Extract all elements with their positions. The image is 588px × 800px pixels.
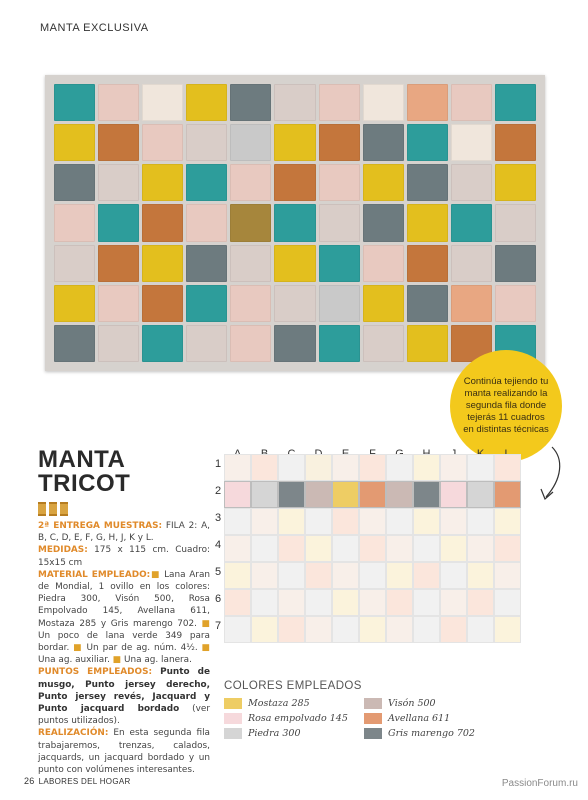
blanket-photo [45,75,545,371]
spool-icon [38,502,46,516]
watermark: PassionForum.ru [501,778,578,789]
blanket-square [363,245,404,282]
chart-cell [386,535,413,562]
puntos-label: PUNTOS EMPLEADOS: [38,667,153,678]
legend-item [364,728,504,739]
blanket-square [142,84,183,121]
legend-item [224,728,364,739]
row-header: 7 [214,620,222,632]
chart-cell [467,562,494,589]
chart-cell [386,562,413,589]
chart-cell [305,481,332,508]
chart-cell [467,508,494,535]
chart-cell [251,589,278,616]
spool-icon [49,502,57,516]
chart-cell [440,589,467,616]
blanket-square [274,325,315,362]
blanket-square [54,84,95,121]
legend-title: COLORES EMPLEADOS [224,680,362,692]
chart-cell [467,616,494,643]
blanket-square [186,285,227,322]
blanket-square [98,285,139,322]
chart-cell [413,454,440,481]
blanket-square [54,204,95,241]
chart-cell [413,535,440,562]
chart-cell [359,508,386,535]
chart-cell [386,508,413,535]
blanket-square [142,164,183,201]
chart-cell [494,562,521,589]
article-title: MANTA TRICOT [38,446,131,497]
legend-item [224,698,364,709]
color-swatch [224,698,242,709]
spool-icon [60,502,68,516]
blanket-square [319,245,360,282]
blanket-square [451,285,492,322]
chart-cell [413,562,440,589]
chart-cell [278,454,305,481]
chart-cell [305,562,332,589]
blanket-square [98,124,139,161]
chart-cell [359,616,386,643]
chart-cell [386,589,413,616]
blanket-square [186,84,227,121]
blanket-square [363,204,404,241]
chart-cell [440,454,467,481]
legend-label: Visón 500 [388,698,436,709]
chart-cell [224,454,251,481]
blanket-square [142,285,183,322]
chart-cell [305,616,332,643]
blanket-square [495,285,536,322]
blanket-square [495,204,536,241]
chart-cell [224,481,251,508]
chart-cell [305,454,332,481]
blanket-square [407,124,448,161]
blanket-square [274,285,315,322]
material-value-2: Un poco de lana verde 349 para bordar. [38,630,210,654]
chart-cell [224,589,251,616]
blanket-square [319,164,360,201]
color-legend [224,680,524,739]
chart-cell [332,562,359,589]
chart-cell [386,616,413,643]
chart-cell [332,589,359,616]
bullet-icon: ■ [201,618,210,629]
blanket-square [274,204,315,241]
legend-item [364,698,504,709]
chart-grid [224,494,528,710]
chart-cell [224,535,251,562]
blanket-square [274,84,315,121]
chart-cell [305,589,332,616]
blanket-square [451,204,492,241]
legend-label: Gris marengo 702 [388,728,475,739]
blanket-square [319,84,360,121]
chart-cell [440,508,467,535]
blanket-square [54,124,95,161]
row-header: 6 [214,593,222,605]
legend-label: Mostaza 285 [248,698,310,709]
material-value-4: Una ag. auxiliar. [38,655,113,666]
chart-cell [278,616,305,643]
material-value-3: Un par de ag. núm. 4½. [82,643,202,654]
blanket-square [54,325,95,362]
blanket-square [230,325,271,362]
blanket-square [274,164,315,201]
blanket-square [319,124,360,161]
blanket-square [142,204,183,241]
chart-cell [467,589,494,616]
legend-item [364,713,504,724]
blanket-square [98,245,139,282]
blanket-square [54,285,95,322]
legend-label: Rosa empolvado 145 [248,713,348,724]
chart-cell [359,454,386,481]
blanket-square [142,124,183,161]
medidas-label: MEDIDAS: [38,545,88,556]
blanket-square [230,124,271,161]
blanket-square [363,325,404,362]
chart-cell [359,562,386,589]
blanket-square [98,204,139,241]
page-number: 26 [24,776,35,786]
blanket-square [319,204,360,241]
callout-text: Continúa tejiendo tu manta realizando la segunda fila donde tejerás 11 cuadros en distintas técnicas [463,376,549,435]
chart-cell [413,508,440,535]
color-swatch [224,728,242,739]
blanket-square [186,124,227,161]
chart-cell [386,481,413,508]
chart-cell [440,535,467,562]
chart-cell [413,616,440,643]
blanket-square [451,124,492,161]
chart-cell [440,616,467,643]
blanket-square [230,84,271,121]
material-value-1: Lana Aran de Mondial, 1 ovillo en los colores: Piedra 300, Visón 500, Rosa Empolvado 145, Avellana 611, Mostaza 285 y Gris marengo 702. [38,569,211,629]
bullet-icon: ■ [112,655,122,666]
chart-cell [332,454,359,481]
chart-cell [494,454,521,481]
blanket-square [407,204,448,241]
blanket-square [186,245,227,282]
article-column [38,448,210,776]
chart-cell [332,535,359,562]
chart-cell [413,481,440,508]
realizacion-label: REALIZACIÓN: [38,728,109,739]
entrega-label: 2ª ENTREGA MUESTRAS: [38,521,163,531]
bullet-icon: ■ [201,643,210,654]
difficulty-spools [38,502,210,516]
blanket-square [230,164,271,201]
blanket-square [319,285,360,322]
blanket-square [363,285,404,322]
blanket-square [230,285,271,322]
blanket-square [230,245,271,282]
chart-cell [467,454,494,481]
chart-cell [332,616,359,643]
blanket-square [495,84,536,121]
magazine-name: LABORES DEL HOGAR [38,777,131,786]
row-header: 5 [214,566,222,578]
legend-label: Piedra 300 [248,728,301,739]
blanket-square [186,204,227,241]
color-swatch [364,698,382,709]
blanket-square [274,124,315,161]
chart-cell [467,481,494,508]
material-value-5: Una ag. lanera. [121,655,192,666]
color-swatch [364,713,382,724]
blanket-square [451,245,492,282]
blanket-grid [54,84,536,362]
chart-cell [278,481,305,508]
blanket-square [451,164,492,201]
legend-item [224,713,364,724]
blanket-square [186,325,227,362]
blanket-square [363,164,404,201]
row-header: 3 [214,512,222,524]
chart-cell [494,481,521,508]
chart-cell [332,481,359,508]
chart-cell [251,454,278,481]
page-footer [24,776,131,786]
row-header: 4 [214,539,222,551]
bullet-icon: ■ [73,643,83,654]
blanket-square [54,164,95,201]
color-swatch [224,713,242,724]
chart-cell [332,508,359,535]
blanket-square [495,164,536,201]
entrega-value: FILA 2: A, B, C, D, E, F, G, H, J, K y L. [38,521,210,544]
legend-grid [224,698,524,739]
chart-cell [494,616,521,643]
chart-cell [386,454,413,481]
chart-cell [359,589,386,616]
blanket-square [98,325,139,362]
chart-cell [359,535,386,562]
blanket-square [142,245,183,282]
legend-label: Avellana 611 [388,713,451,724]
chart-cell [251,535,278,562]
chart-cell [278,508,305,535]
puntos-value: Punto de musgo, Punto jersey derecho, Punto jersey revés, Jacquard y Punto jacquard bordado [38,667,210,715]
puntos-note: (ver puntos utilizados). [38,704,210,727]
blanket-square [407,245,448,282]
chart-cell [224,616,251,643]
blanket-square [98,84,139,121]
chart-cell [494,508,521,535]
chart-cell [440,562,467,589]
chart-cell [251,616,278,643]
chart-cell [467,535,494,562]
article-body [38,520,210,776]
row-header: 2 [214,485,222,497]
chart-cell [278,535,305,562]
blanket-square [142,325,183,362]
chart-cell [224,508,251,535]
chart-cell [494,535,521,562]
blanket-square [274,245,315,282]
blanket-square [319,325,360,362]
realizacion-value: En esta segunda fila trabajaremos, trenzas, calados, jacquards, un jacquard bordado y un punto con volúmenes interesantes. [38,728,210,776]
blanket-square [451,84,492,121]
section-label: MANTA EXCLUSIVA [40,22,149,34]
blanket-square [407,84,448,121]
curved-arrow-icon [530,445,570,505]
material-bullet: ■ [150,569,161,580]
chart-cell [494,589,521,616]
row-header: 1 [214,458,222,470]
chart-cell [278,562,305,589]
blanket-square [407,164,448,201]
chart-cell [305,535,332,562]
blanket-square [363,124,404,161]
medidas-value: 175 x 115 cm. Cuadro: 15x15 cm [38,545,210,568]
material-label: MATERIAL EMPLEADO: [38,569,151,580]
chart-cell [251,562,278,589]
blanket-square [495,124,536,161]
blanket-square [54,245,95,282]
blanket-square [495,245,536,282]
blanket-square [407,325,448,362]
blanket-square [363,84,404,121]
blanket-square [186,164,227,201]
chart-cell [305,508,332,535]
chart-cell [413,589,440,616]
color-swatch [364,728,382,739]
chart-cell [251,481,278,508]
chart-cell [278,589,305,616]
blanket-square [98,164,139,201]
chart-cell [359,481,386,508]
chart-cell [251,508,278,535]
blanket-square [407,285,448,322]
chart-cell [224,562,251,589]
chart-cell [440,481,467,508]
blanket-square [230,204,271,241]
